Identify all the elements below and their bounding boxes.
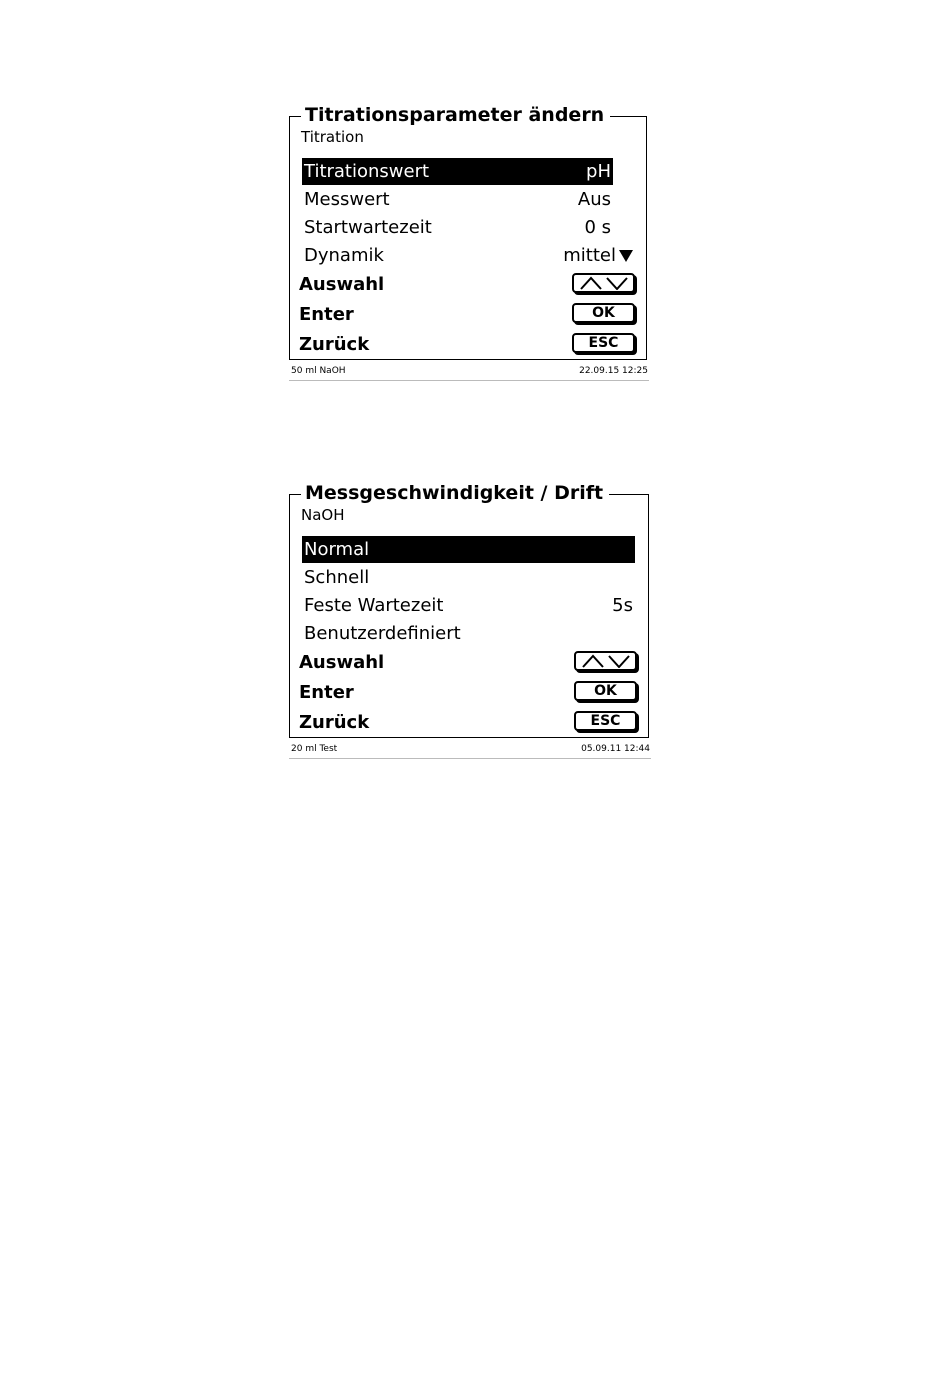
menu-item-value: 0 s (584, 217, 611, 238)
action-label-zurueck: Zurück (299, 712, 370, 733)
ok-key[interactable]: OK (572, 303, 635, 323)
menu-item-label: Titrationswert (304, 161, 430, 182)
esc-key[interactable]: ESC (572, 333, 635, 353)
menu-item-titrationswert[interactable] (302, 158, 613, 185)
menu-item-benutzerdefiniert[interactable] (302, 620, 635, 647)
menu-item-label: Benutzerdefiniert (304, 623, 461, 644)
menu-item-value: Aus (577, 189, 611, 210)
menu-item-messwert[interactable] (302, 186, 613, 213)
action-label-enter: Enter (299, 682, 354, 703)
ok-key[interactable]: OK (574, 681, 637, 701)
menu-item-dynamik[interactable] (302, 242, 635, 269)
enter-action (299, 679, 637, 707)
action-label-auswahl: Auswahl (299, 652, 385, 673)
status-datetime: 05.09.11 12:44 (581, 744, 650, 754)
up-down-arrows-icon (578, 276, 630, 290)
esc-key[interactable]: ESC (574, 711, 637, 731)
menu-item-label: Schnell (304, 567, 370, 588)
status-bar (289, 364, 649, 381)
titration-parameters-screen (289, 104, 649, 382)
screen-title: Messgeschwindigkeit / Drift (301, 480, 609, 506)
menu-item-schnell[interactable] (302, 564, 635, 591)
up-down-arrows-icon (580, 654, 632, 668)
status-bar (289, 742, 651, 759)
back-action (299, 331, 635, 359)
screen-subtitle: Titration (301, 128, 364, 146)
up-down-key[interactable] (572, 273, 635, 293)
enter-action (299, 301, 635, 329)
menu-item-feste-wartezeit[interactable] (302, 592, 635, 619)
back-action (299, 709, 637, 737)
auswahl-action (299, 271, 635, 299)
status-reagent: 20 ml Test (291, 744, 338, 754)
status-datetime: 22.09.15 12:25 (579, 366, 648, 376)
menu-item-label: Dynamik (304, 245, 384, 266)
auswahl-action (299, 649, 637, 677)
screen-subtitle: NaOH (301, 506, 345, 524)
action-label-auswahl: Auswahl (299, 274, 385, 295)
action-label-enter: Enter (299, 304, 354, 325)
measurement-speed-screen (289, 482, 651, 760)
menu-item-label: Normal (304, 539, 370, 560)
up-down-key[interactable] (574, 651, 637, 671)
menu-item-value: 5s (612, 595, 633, 616)
menu-item-normal[interactable] (302, 536, 635, 563)
menu-item-label: Feste Wartezeit (304, 595, 444, 616)
menu-item-value-dropdown[interactable] (563, 242, 633, 269)
menu-item-label: Startwartezeit (304, 217, 432, 238)
menu-item-label: Messwert (304, 189, 390, 210)
menu-item-value: pH (586, 161, 611, 182)
action-label-zurueck: Zurück (299, 334, 370, 355)
dropdown-value: mittel (563, 245, 616, 266)
dropdown-triangle-icon (619, 250, 633, 262)
status-reagent: 50 ml NaOH (291, 366, 346, 376)
menu-item-startwartezeit[interactable] (302, 214, 613, 241)
screen-title: Titrationsparameter ändern (301, 102, 610, 128)
